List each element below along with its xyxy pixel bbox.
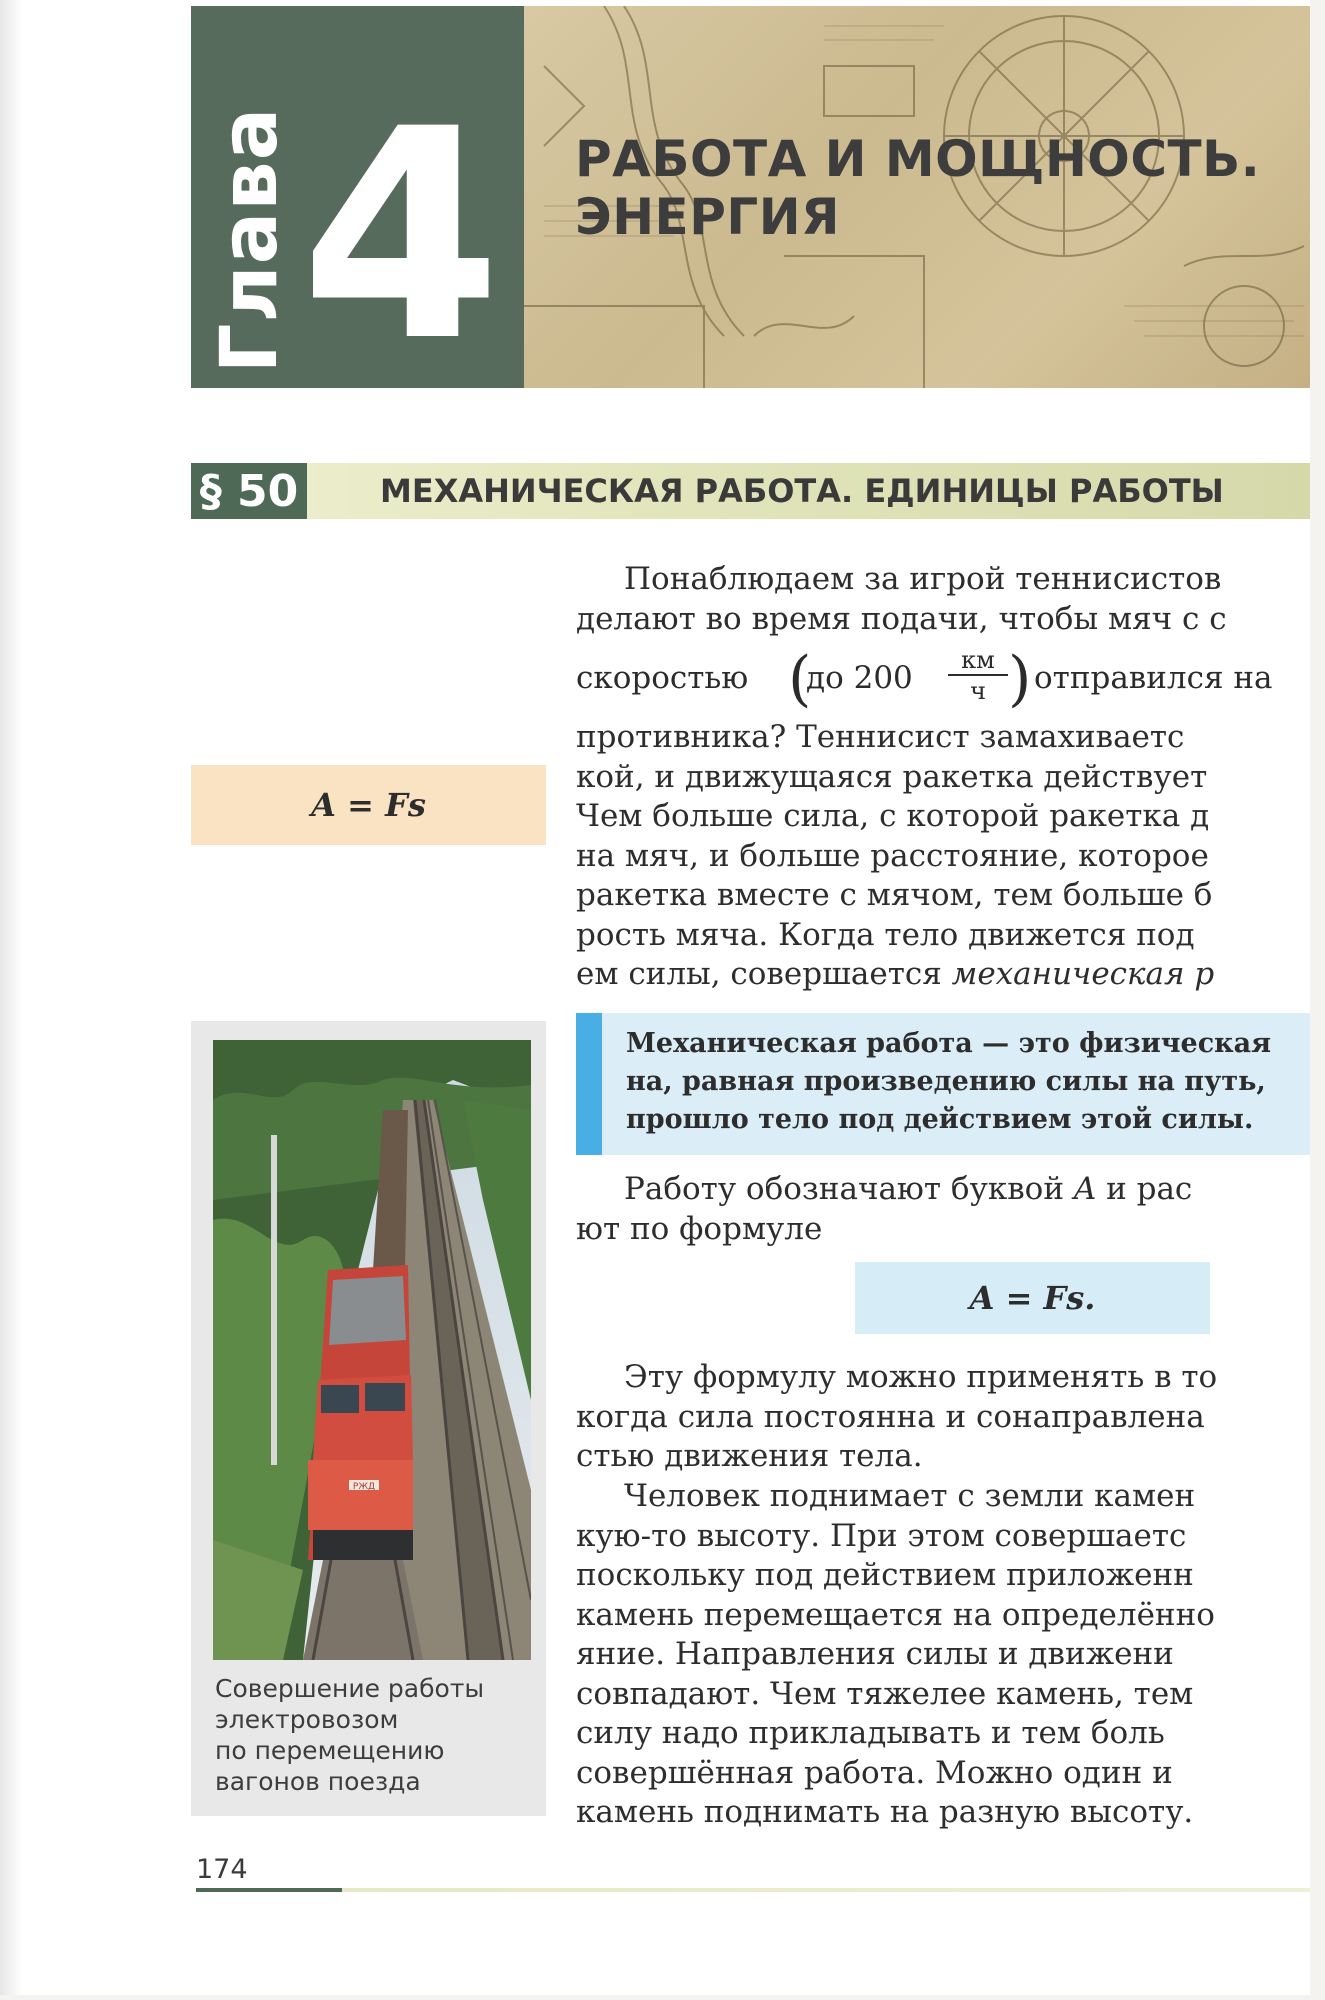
definition-line: прошло тело под действием этой силы. — [626, 1104, 1254, 1135]
paren-close: ) — [1008, 646, 1032, 714]
train-photo — [213, 1040, 531, 1660]
text-span: и рас — [1096, 1171, 1193, 1207]
chapter-number: 4 — [300, 68, 502, 405]
text-line: яние. Направления силы и движени — [576, 1636, 1174, 1672]
footer-rule — [196, 1888, 1310, 1892]
text-line: скоростью — [576, 660, 749, 696]
text-line: Понаблюдаем за игрой теннисистов — [624, 561, 1222, 597]
text-line: противника? Теннисист замахиваетс — [576, 719, 1185, 755]
definition-text — [626, 1025, 1310, 1139]
page-number: 174 — [196, 1854, 248, 1885]
text-line — [576, 955, 1310, 995]
main-formula-box: A = Fs. — [855, 1262, 1210, 1334]
text-line: стью движения тела. — [576, 1438, 923, 1474]
intro-paragraph-top — [576, 560, 1310, 639]
text-line: совпадают. Чем тяжелее камень, тем — [576, 1675, 1194, 1712]
section-title: МЕХАНИЧЕСКАЯ РАБОТА. ЕДИНИЦЫ РАБОТЫ — [380, 472, 1224, 510]
text-line: поскольку под действием приложенн — [576, 1557, 1194, 1593]
stone-paragraph — [576, 1477, 1310, 1833]
text-line: Чем больше сила, с которой ракетка д — [576, 798, 1210, 834]
text-line: камень поднимать на разную высоту. — [576, 1794, 1194, 1830]
text-line: камень перемещается на определённо — [576, 1596, 1215, 1633]
text-line: Эту формулу можно применять в то — [624, 1359, 1218, 1395]
text-line: силу надо прикладывать и тем боль — [576, 1715, 1165, 1751]
chapter-label — [200, 106, 300, 374]
locomotive-logo: РЖД — [352, 1482, 376, 1492]
text-line: кую-то высоту. При этом совершаетс — [576, 1517, 1187, 1554]
text-line: ют по формуле — [576, 1210, 823, 1247]
definition-line: Механическая работа — это физическая — [626, 1028, 1272, 1059]
chapter-title — [575, 130, 1295, 246]
text-line: отправился на — [1034, 660, 1273, 696]
caption-line: Совершение работы — [215, 1674, 485, 1703]
term-emphasis: механическая р — [951, 956, 1215, 992]
photo-caption — [215, 1673, 535, 1797]
chapter-title-line: РАБОТА И МОЩНОСТЬ. — [575, 130, 1261, 188]
text-line: кой, и движущаяся ракетка действует — [576, 758, 1208, 795]
speed-unit-fraction — [948, 646, 1008, 706]
intro-paragraph-bottom — [576, 718, 1310, 995]
text-line: рость мяча. Когда тело движется под — [576, 916, 1195, 953]
section-number-badge: § 50 — [191, 463, 307, 519]
fraction-denominator: ч — [970, 677, 986, 705]
definition-accent-bar — [576, 1013, 602, 1155]
variable: A — [1073, 1171, 1097, 1207]
notation-paragraph — [576, 1170, 1310, 1249]
speed-expression-line — [576, 646, 1310, 716]
text-line: совершённая работа. Можно один и — [576, 1754, 1173, 1791]
text-line: делают во время подачи, чтобы мяч с с — [576, 600, 1227, 637]
side-formula-box: A = Fs — [191, 765, 546, 845]
caption-line: вагонов поезда — [215, 1767, 421, 1796]
text-line: на мяч, и больше расстояние, которое — [576, 837, 1209, 874]
caption-line: по перемещению — [215, 1736, 445, 1765]
chapter-label-text: Глава — [205, 106, 295, 374]
formula-use-paragraph — [576, 1358, 1310, 1477]
text-span: ем силы, совершается — [576, 956, 952, 992]
caption-line: электровозом — [215, 1705, 399, 1734]
text-span: Работу обозначают буквой — [624, 1171, 1074, 1207]
text-line: ракетка вместе с мячом, тем больше б — [576, 877, 1213, 913]
electric-locomotive-image — [213, 1040, 531, 1660]
definition-line: на, равная произведению силы на путь, — [626, 1066, 1266, 1097]
fraction-numerator: км — [948, 646, 1008, 676]
chapter-title-line: ЭНЕРГИЯ — [575, 188, 841, 246]
text-line: когда сила постоянна и сонаправлена — [576, 1398, 1205, 1435]
speed-value: до 200 — [806, 660, 913, 696]
paren-open: ( — [788, 646, 812, 714]
text-line: Человек поднимает с земли камен — [624, 1478, 1196, 1514]
text-line — [576, 1170, 1310, 1210]
